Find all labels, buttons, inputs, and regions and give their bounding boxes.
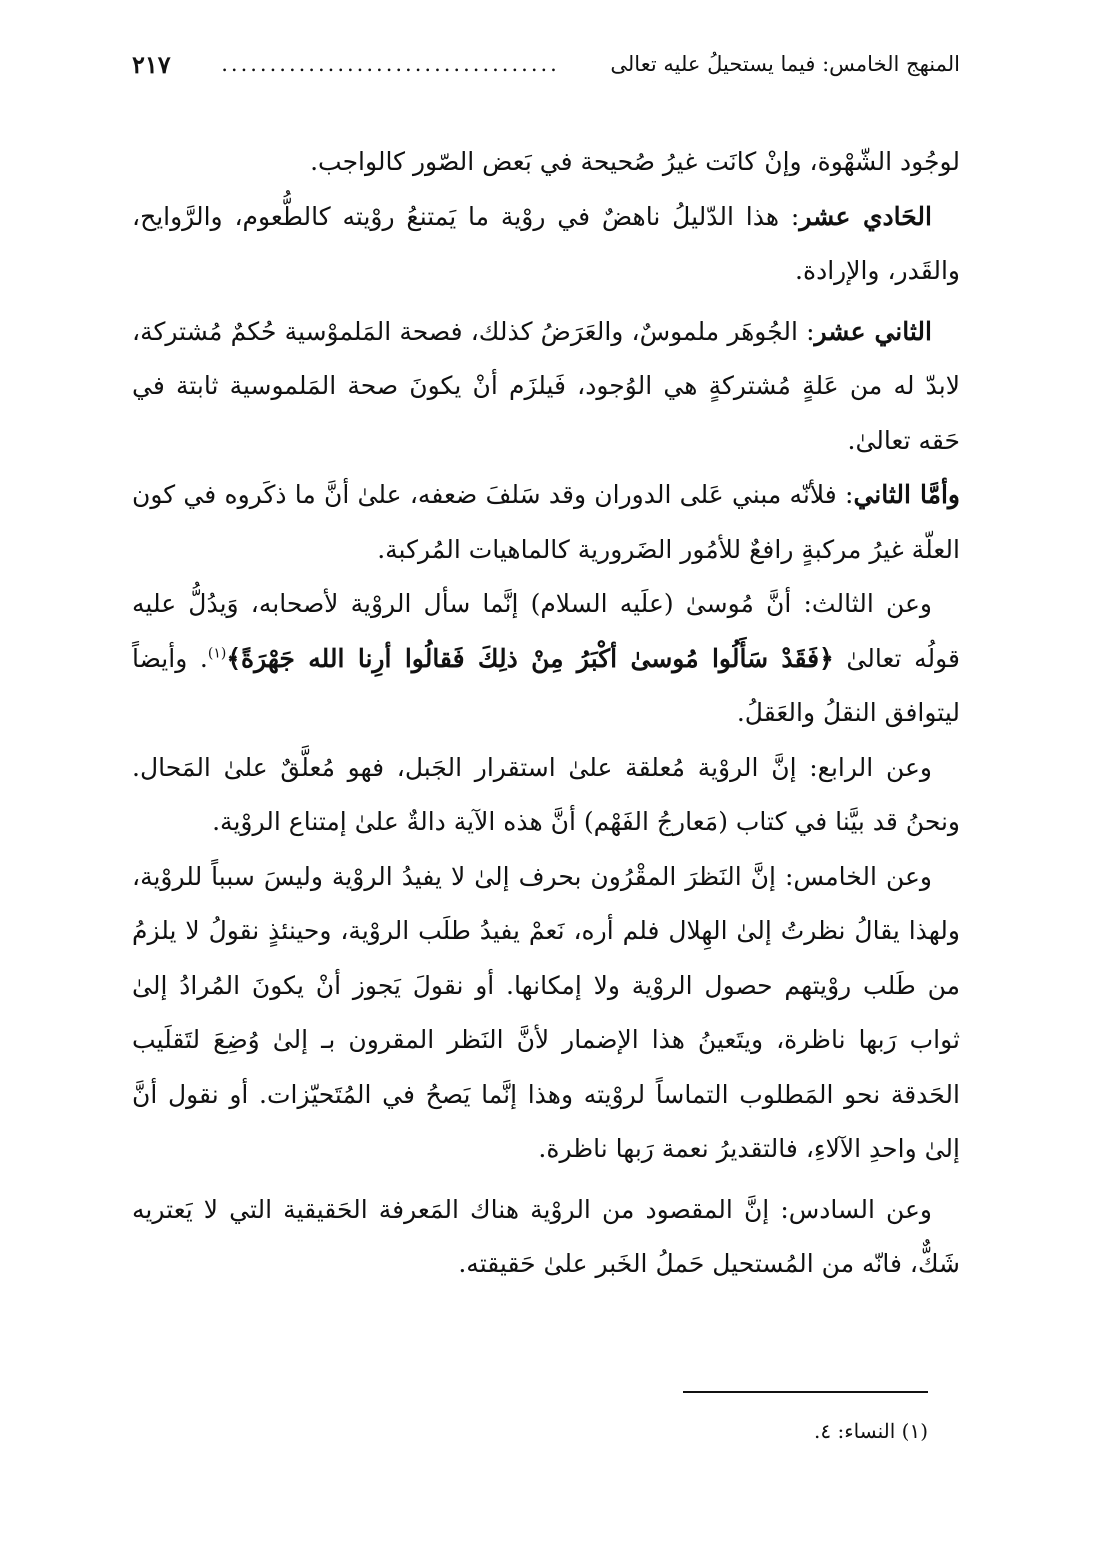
paragraph-4-heading: وأمَّا الثاني [853,480,960,509]
chapter-title: المنهج الخامس: فيما يستحيلُ عليه تعالى [610,52,960,76]
paragraph-2-heading: الحَادي عشر [799,201,932,231]
header-leader-dots: ................................... [221,52,560,76]
paragraph-8: وعن السادس: إنَّ المقصود من الروْية هناك المَعرفة الحَقيقية التي لا يَعتريه شَكٌّ، فانّه من المُستحيل حَملُ الخَبر علىٰ حَقيقته. [132,1194,960,1278]
paragraph-1: لوجُود الشّهْوة، وإنْ كانَت غيرُ صُحيحة في بَعض الصّور كالواجب. [310,147,960,176]
paragraph-5-text-a: وعن الثالث: أنَّ مُوسىٰ (علَيه السلام) إنَّما سأل الروْية لأصحابه، وَيدُلُّ عليه قولُه تعالىٰ [132,589,960,673]
paragraph-3-heading: الثاني عشر [814,316,932,346]
paragraph-5 [132,577,960,741]
quran-verse: ﴿فَقَدْ سَأَلُوا مُوسىٰ أكْبَرُ مِنْ ذلِكَ فَقالُوا أرِنا الله جَهْرَةً﴾ [226,643,834,673]
footnote-reference[interactable]: (١) [207,645,227,662]
footnote-divider [683,1391,928,1393]
paragraph-6: وعن الرابع: إنَّ الروْية مُعلقة علىٰ استقرار الجَبل، فهو مُعلَّقٌ علىٰ المَحال. ونحنُ قد بيَّنا في كتاب (مَعارجُ الفَهْم) أنَّ هذه الآية دالةٌ علىٰ إمتناع الروْية. [132,752,960,836]
paragraph-4-text: : فلأنّه مبني عَلى الدوران وقد سَلفَ ضعفه، علىٰ أنَّ ما ذكَروه في كون العلّة غيرُ مركبةٍ رافعٌ للأمُور الضَرورية كالماهيات المُركبة. [132,480,960,564]
footnote-1: (١) النساء: ٤. [814,1419,928,1443]
paragraph-2-text: : هذا الدّليلُ ناهضٌ في روْية ما يَمتنعُ روْيته كالطُّعوم، والرَّوايح، والقَدر، والإرادة. [132,201,960,285]
main-text [132,135,960,1292]
running-header [132,44,960,84]
paragraph-5-text-b: . وأيضاً ليتوافق النقلُ والعَقلُ. [132,643,960,727]
paragraph-7: وعن الخامس: إنَّ النَظرَ المقْرُون بحرف إلىٰ لا يفيدُ الروْية وليسَ سبباً للروْية، ولهذا يقالُ نظرتُ إلىٰ الهِلال فلم أره، نَعمْ يفيدُ طلَب الروْية، وحينئذٍ نقولُ لا يلزمُ من طَلب روْيتهم حصول الروْية ولا إمكانها. أو نقولَ يَجوز أنْ يكونَ المُرادُ إلىٰ ثواب رَبها ناظرة، ويتَعينُ هذا الإضمار لأنَّ النَظر المقرون بـ إلىٰ وُضِعَ لتَقلَيب الحَدقة نحو المَطلوب التماساً لروْيته وهذا إنَّما يَصحُ في المُتَحيّزات. أو نقول أنَّ إلىٰ واحدِ الآلاءِ، فالتقديرُ نعمة رَبها ناظرة. [132,861,960,1163]
paragraph-3 [132,305,960,469]
page-number: ٢١٧ [132,49,171,79]
paragraph-2 [132,190,960,299]
paragraph-4 [132,468,960,577]
paragraph-3-text: : الجُوهَر ملموسٌ، والعَرَضُ كذلك، فصحة المَلموْسية حُكمٌ مُشتركة، لابدّ له من عَلةٍ مُشتركةٍ هي الوُجود، فَيلزَم أنْ يكونَ صحة المَلموسية ثابتة في حَقه تعالىٰ. [132,316,960,455]
